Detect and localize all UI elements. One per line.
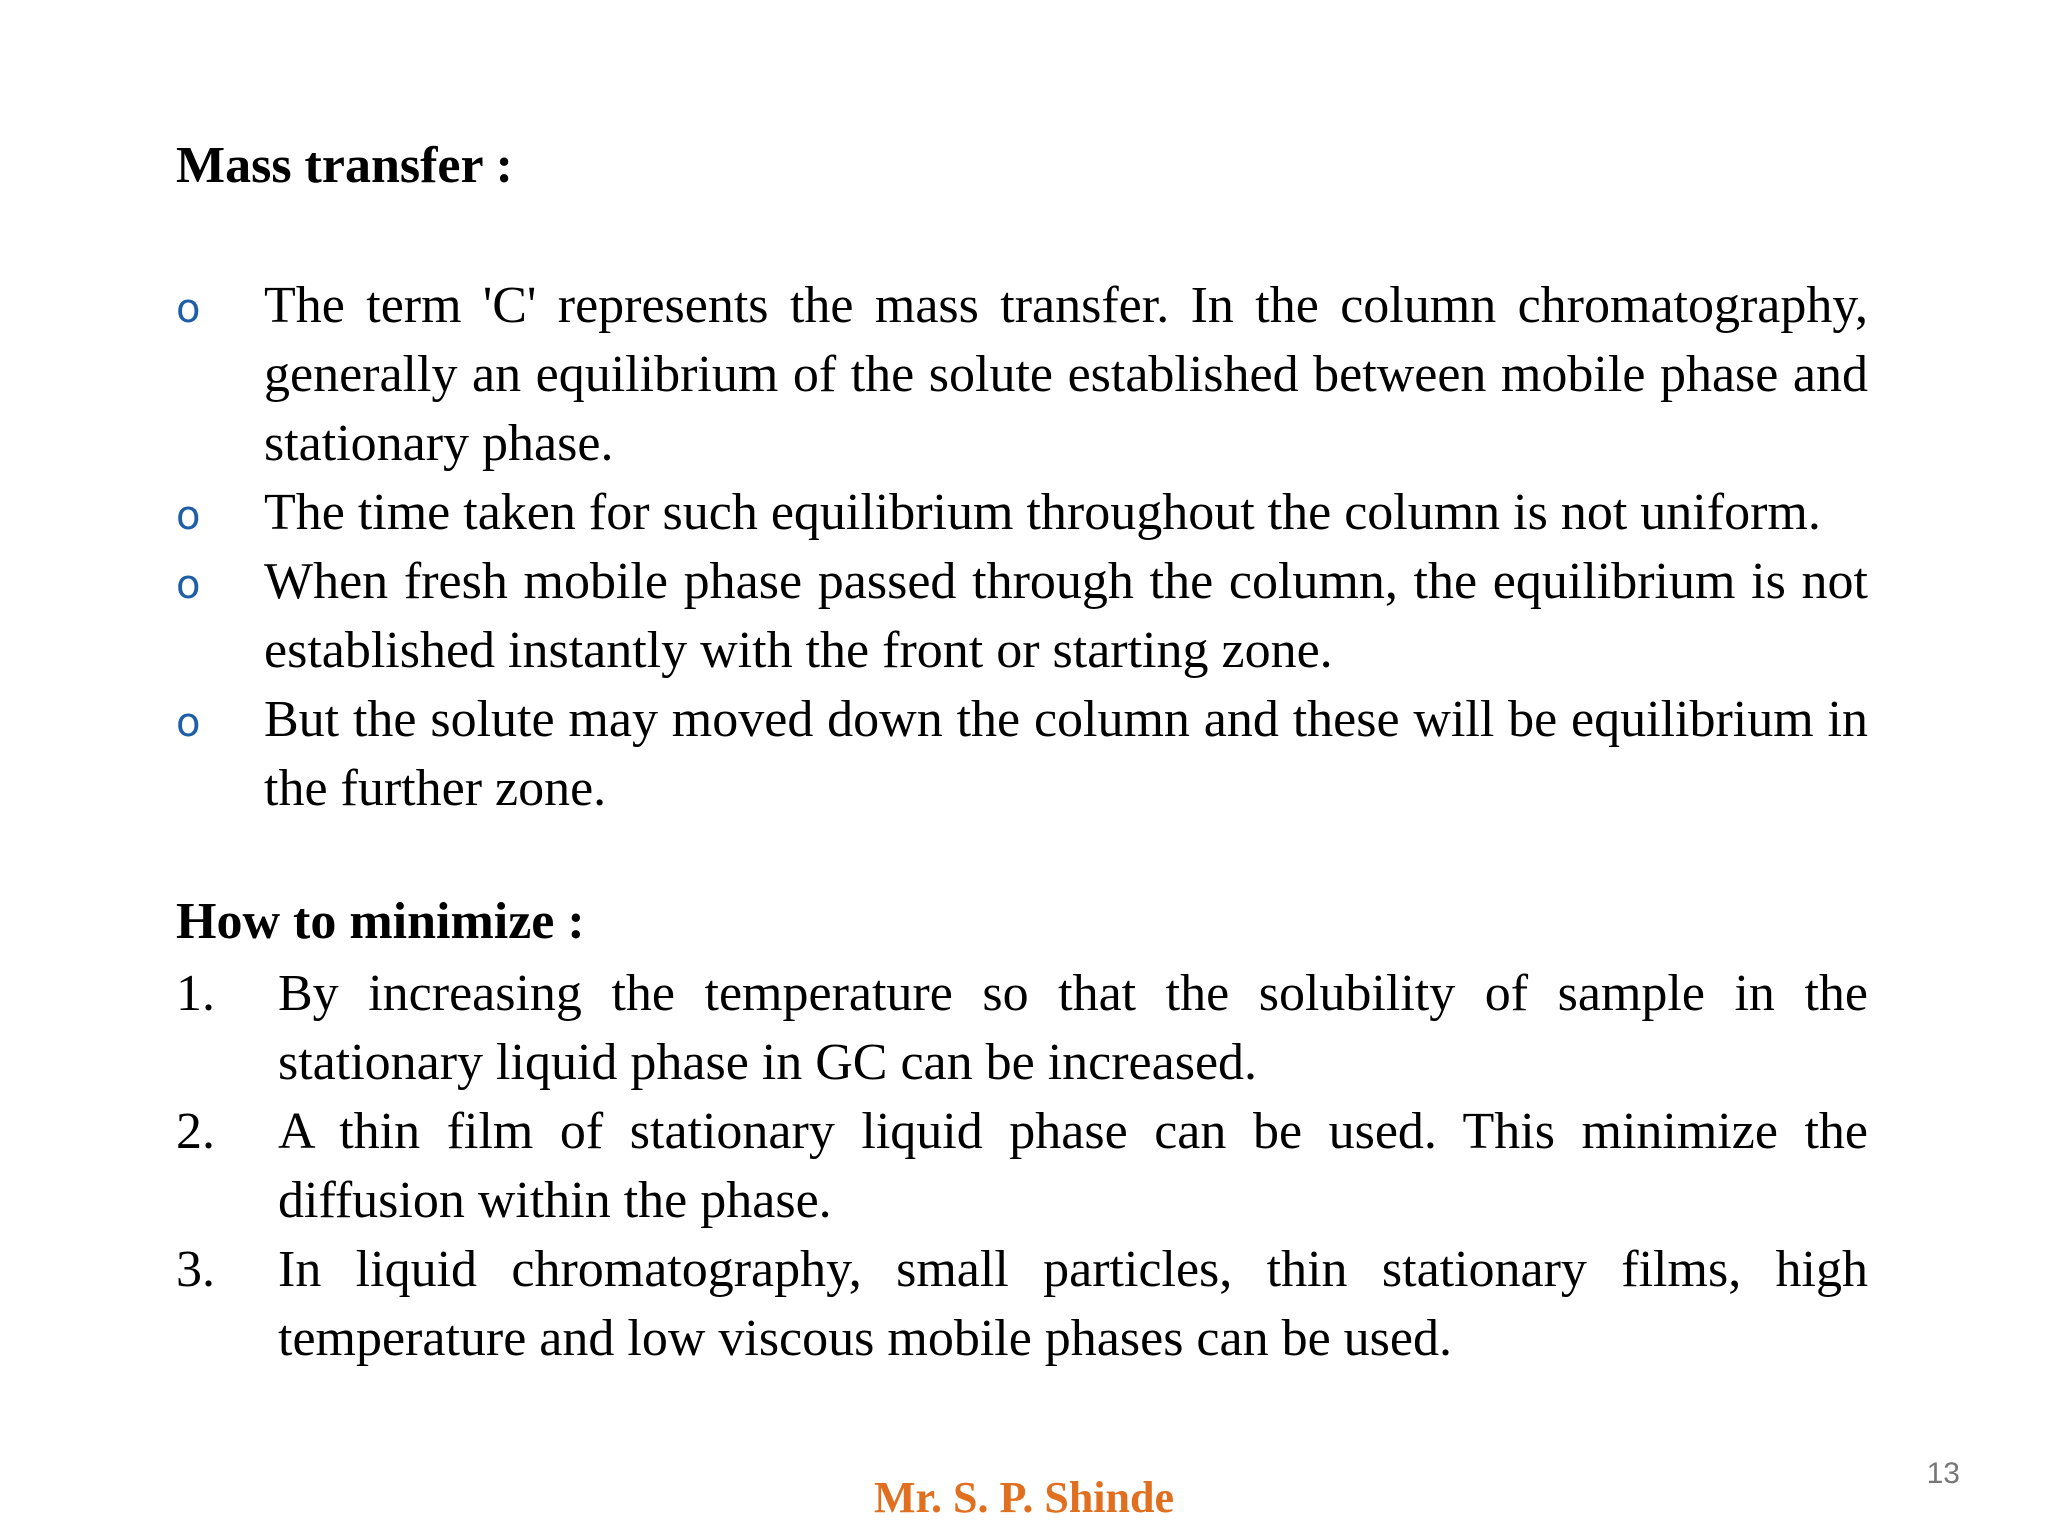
bullet-marker: o <box>176 700 201 746</box>
numbered-item <box>176 1235 1868 1373</box>
numbered-list <box>176 959 1868 1373</box>
bullet-text: The term 'C' represents the mass transfer. In the column chromatography, generally an equilibrium of the solute established between mobile phase and stationary phase. <box>264 277 1868 472</box>
item-text: By increasing the temperature so that the solubility of sample in the stationary liquid phase in GC can be increased. <box>278 965 1868 1091</box>
bullet-marker: o <box>176 562 201 608</box>
bullet-list <box>176 271 1868 823</box>
numbered-item <box>176 1097 1868 1235</box>
heading-how-to-minimize: How to minimize : <box>176 893 585 950</box>
page-number: 13 <box>1926 1457 1960 1490</box>
bullet-text: But the solute may moved down the column and these will be equilibrium in the further zone. <box>264 691 1868 817</box>
item-text: A thin film of stationary liquid phase can be used. This minimize the diffusion within the phase. <box>278 1103 1868 1229</box>
bullet-marker: o <box>176 493 201 539</box>
bullet-item <box>176 547 1868 685</box>
bullet-text: The time taken for such equilibrium throughout the column is not uniform. <box>264 484 1821 541</box>
heading-mass-transfer: Mass transfer : <box>176 137 513 194</box>
bullet-item <box>176 685 1868 823</box>
numbered-item <box>176 959 1868 1097</box>
item-number: 2. <box>176 1103 215 1160</box>
bullet-marker: o <box>176 286 201 332</box>
item-number: 3. <box>176 1241 215 1298</box>
item-number: 1. <box>176 965 215 1022</box>
bullet-text: When fresh mobile phase passed through the column, the equilibrium is not established instantly with the front or starting zone. <box>264 553 1868 679</box>
item-text: In liquid chromatography, small particles, thin stationary films, high temperature and low viscous mobile phases can be used. <box>278 1241 1868 1367</box>
author-credit: Mr. S. P. Shinde <box>874 1473 1174 1522</box>
bullet-item <box>176 271 1868 478</box>
bullet-item <box>176 478 1868 547</box>
